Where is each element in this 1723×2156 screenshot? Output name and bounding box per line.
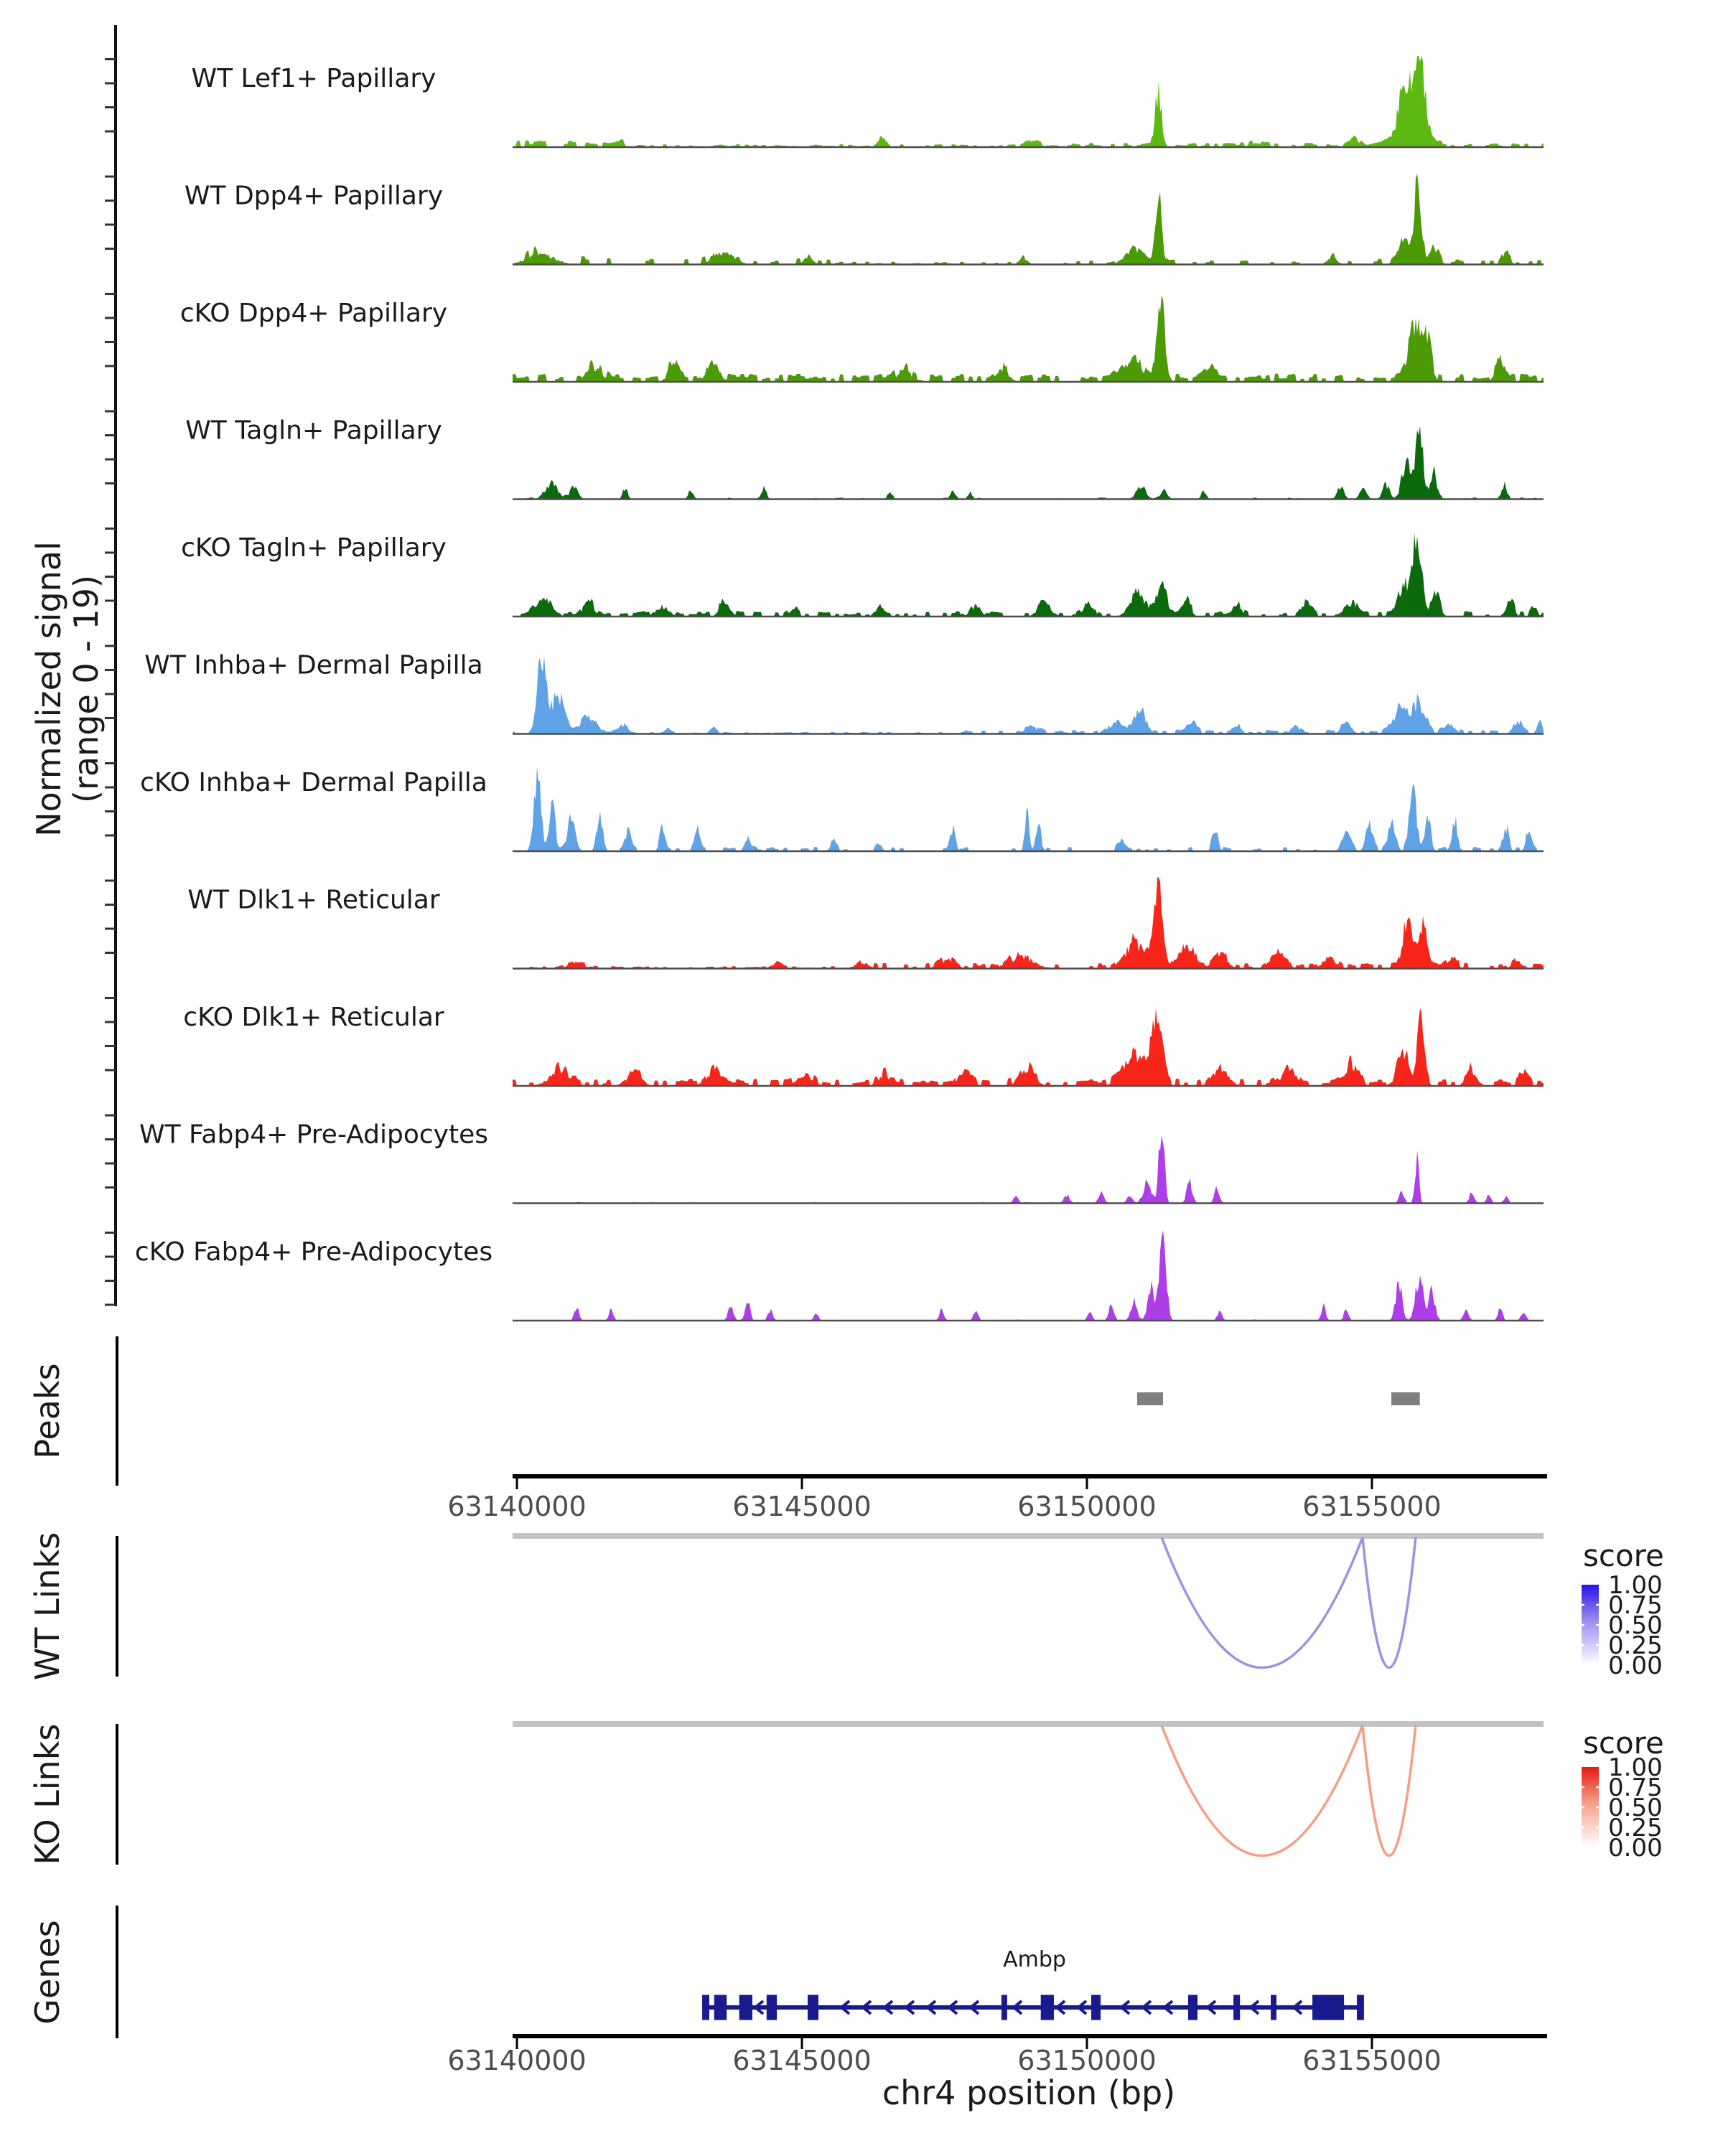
gene-exon bbox=[702, 1995, 709, 2020]
coverage-track-area bbox=[513, 174, 1544, 265]
coverage-track-area bbox=[513, 1230, 1544, 1321]
axis-tick-label: 63140000 bbox=[447, 2045, 587, 2076]
legend-tick-label: 0.25 bbox=[1608, 1631, 1663, 1661]
ko-links-section-label: KO Links bbox=[28, 1723, 67, 1865]
track-label: cKO Inhba+ Dermal Papilla bbox=[140, 768, 487, 797]
legend-tick-label: 0.50 bbox=[1608, 1794, 1663, 1823]
legend-tick-label: 0.75 bbox=[1608, 1591, 1663, 1621]
axis-tick-label: 63150000 bbox=[1017, 1491, 1157, 1522]
coverage-track-area bbox=[513, 426, 1544, 500]
gene-exon bbox=[1001, 1995, 1007, 2020]
coverage-track-area bbox=[513, 1008, 1544, 1086]
legend-tick-label: 0.00 bbox=[1608, 1651, 1663, 1681]
gene-name-label: Ambp bbox=[1003, 1947, 1066, 1972]
coverage-track-area bbox=[513, 656, 1544, 734]
axis-tick-label: 63140000 bbox=[447, 1491, 587, 1522]
track-label: WT Tagln+ Papillary bbox=[185, 416, 442, 446]
peaks-layer bbox=[1137, 1392, 1420, 1405]
track-label: cKO Dlk1+ Reticular bbox=[183, 1003, 444, 1032]
gene-exon bbox=[1233, 1995, 1240, 2020]
axis-tick-label: 63145000 bbox=[732, 2045, 872, 2076]
track-label: cKO Dpp4+ Papillary bbox=[179, 299, 448, 328]
legend-tick-label: 1.00 bbox=[1608, 1753, 1663, 1782]
coverage-track-area bbox=[513, 533, 1544, 617]
coverage-track-area bbox=[513, 56, 1544, 147]
axis-tick-label: 63155000 bbox=[1302, 1491, 1442, 1522]
peak-box bbox=[1391, 1392, 1420, 1405]
links-layer bbox=[513, 1536, 1663, 1862]
gene-exon bbox=[1357, 1995, 1364, 2020]
gene-exon bbox=[1041, 1995, 1054, 2020]
gene-exon bbox=[714, 1995, 727, 2020]
track-label: WT Dpp4+ Papillary bbox=[184, 181, 444, 211]
link-arc bbox=[1363, 1537, 1416, 1668]
genes-section-label: Genes bbox=[28, 1920, 67, 2025]
legend-tick-label: 1.00 bbox=[1608, 1571, 1663, 1600]
gene-exon bbox=[1271, 1995, 1276, 2020]
ko-score-legend-title: score bbox=[1583, 1725, 1664, 1761]
coverage-track-area bbox=[513, 296, 1544, 382]
peak-box bbox=[1137, 1392, 1163, 1405]
y-axis-label-line1: Normalized signal bbox=[29, 541, 68, 837]
axis-tick-label: 63150000 bbox=[1017, 2045, 1157, 2076]
legend-tick-label: 0.00 bbox=[1608, 1834, 1663, 1863]
gene-exon bbox=[808, 1995, 818, 2020]
wt-links-section-label: WT Links bbox=[28, 1532, 67, 1681]
track-label: WT Dlk1+ Reticular bbox=[187, 885, 440, 915]
gene-exon bbox=[1188, 1995, 1197, 2020]
legend-tick-label: 0.25 bbox=[1608, 1814, 1663, 1843]
coverage-track-area bbox=[513, 878, 1544, 969]
coverage-track-area bbox=[513, 1135, 1544, 1203]
link-arc bbox=[1162, 1725, 1363, 1856]
track-label: WT Inhba+ Dermal Papilla bbox=[144, 650, 483, 680]
link-arc bbox=[1363, 1725, 1416, 1856]
x-axis-label: chr4 position (bp) bbox=[882, 2073, 1176, 2112]
track-label: WT Fabp4+ Pre-Adipocytes bbox=[139, 1120, 488, 1150]
link-arc bbox=[1162, 1537, 1363, 1668]
track-label: cKO Tagln+ Papillary bbox=[181, 533, 447, 563]
track-label: cKO Fabp4+ Pre-Adipocytes bbox=[134, 1237, 493, 1267]
track-label: WT Lef1+ Papillary bbox=[191, 64, 436, 93]
axis-tick-label: 63145000 bbox=[732, 1491, 872, 1522]
coverage-track-area bbox=[513, 767, 1544, 851]
gene-exon bbox=[739, 1995, 752, 2020]
axis-tick-label: 63155000 bbox=[1302, 2045, 1442, 2076]
gene-exon bbox=[1091, 1995, 1101, 2020]
legend-tick-label: 0.75 bbox=[1608, 1773, 1663, 1803]
wt-score-legend-title: score bbox=[1583, 1538, 1664, 1573]
axes-layer bbox=[105, 25, 1547, 2076]
coverage-tracks-layer bbox=[135, 56, 1544, 1321]
y-axis-label-line2: (range 0 - 19) bbox=[67, 575, 106, 803]
gene-exon bbox=[1312, 1995, 1344, 2020]
gene-exon bbox=[767, 1995, 777, 2020]
gene-model-layer bbox=[702, 1995, 1364, 2020]
legend-tick-label: 0.50 bbox=[1608, 1611, 1663, 1641]
peaks-section-label: Peaks bbox=[28, 1363, 67, 1459]
